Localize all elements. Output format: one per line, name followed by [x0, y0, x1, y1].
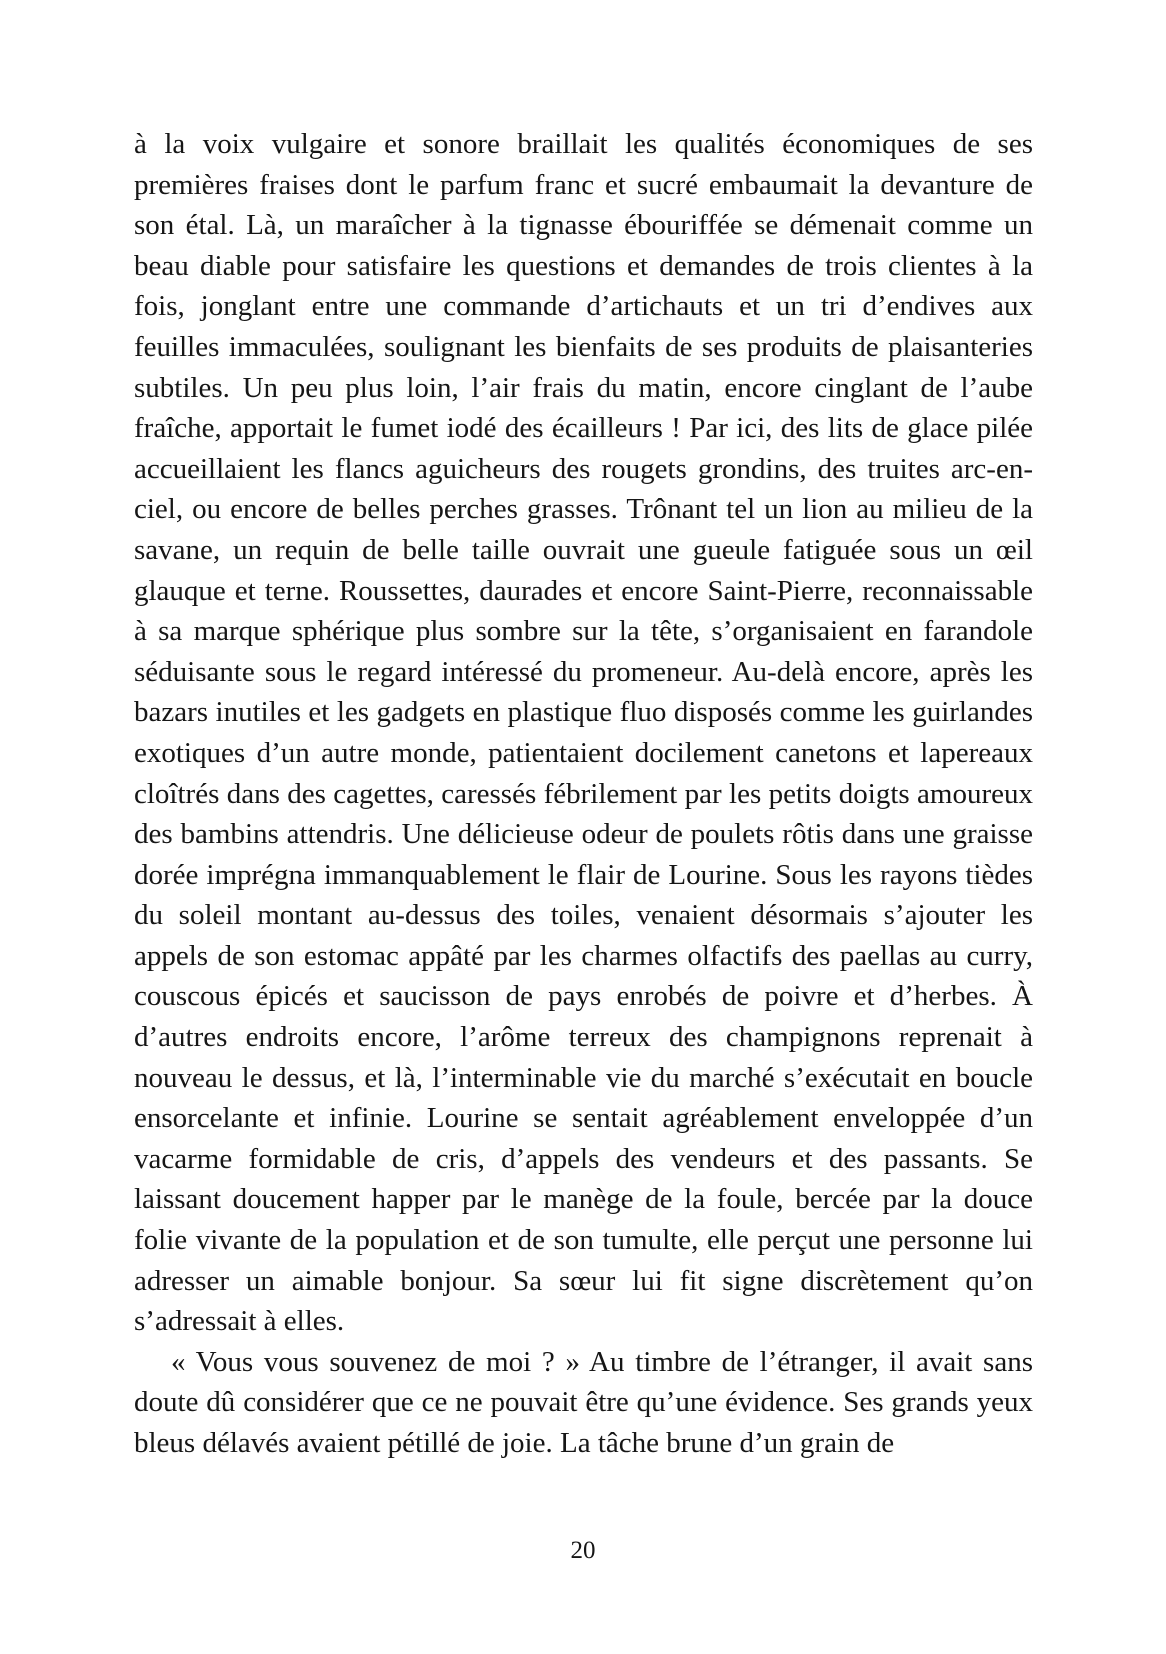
page-number: 20: [570, 1537, 596, 1564]
body-text: [134, 124, 1033, 1464]
paragraph-market-description: à la voix vulgaire et sonore braillait les qualités économiques de ses premières fraises dont le parfum franc et sucré embaumait la devanture de son étal. Là, un maraîcher à la tignasse ébouriffée se démenait comme un beau diable pour satisfaire les questions et demandes de trois clientes à la fois, jonglant entre une commande d’artichauts et un tri d’endives aux feuilles immaculées, soulignant les bienfaits de ses produits de plaisanteries subtiles. Un peu plus loin, l’air frais du matin, encore cinglant de l’aube fraîche, apportait le fumet iodé des écailleurs ! Par ici, des lits de glace pilée accueillaient les flancs aguicheurs des rougets grondins, des truites arc-en-ciel, ou encore de belles perches grasses. Trônant tel un lion au milieu de la savane, un requin de belle taille ouvrait une gueule fatiguée sous un œil glauque et terne. Roussettes, daurades et encore Saint-Pierre, reconnaissable à sa marque sphérique plus sombre sur la tête, s’organisaient en farandole séduisante sous le regard intéressé du promeneur. Au-delà encore, après les bazars inutiles et les gadgets en plastique fluo disposés comme les guirlandes exotiques d’un autre monde, patientaient docilement canetons et lapereaux cloîtrés dans des cagettes, caressés fébrilement par les petits doigts amoureux des bambins attendris. Une délicieuse odeur de poulets rôtis dans une graisse dorée imprégna immanquablement le flair de Lourine. Sous les rayons tièdes du soleil montant au-dessus des toiles, venaient désormais s’ajouter les appels de son estomac appâté par les charmes olfactifs des paellas au curry, couscous épicés et saucisson de pays enrobés de poivre et d’herbes. À d’autres endroits encore, l’arôme terreux des champignons reprenait à nouveau le dessus, et là, l’interminable vie du marché s’exécutait en boucle ensorcelante et infinie. Lourine se sentait agréablement enveloppée d’un vacarme formidable de cris, d’appels des vendeurs et des passants. Se laissant doucement happer par le manège de la foule, bercée par la douce folie vivante de la population et de son tumulte, elle perçut une personne lui adresser un aimable bonjour. Sa sœur lui fit signe discrètement qu’on s’adressait à elles.: [134, 128, 1033, 1338]
paragraph-stranger-greeting: « Vous vous souvenez de moi ? » Au timbre de l’étranger, il avait sans doute dû considérer que ce ne pouvait être qu’une évidence. Ses grands yeux bleus délavés avaient pétillé de joie. La tâche brune d’un grain de: [134, 1345, 1033, 1459]
